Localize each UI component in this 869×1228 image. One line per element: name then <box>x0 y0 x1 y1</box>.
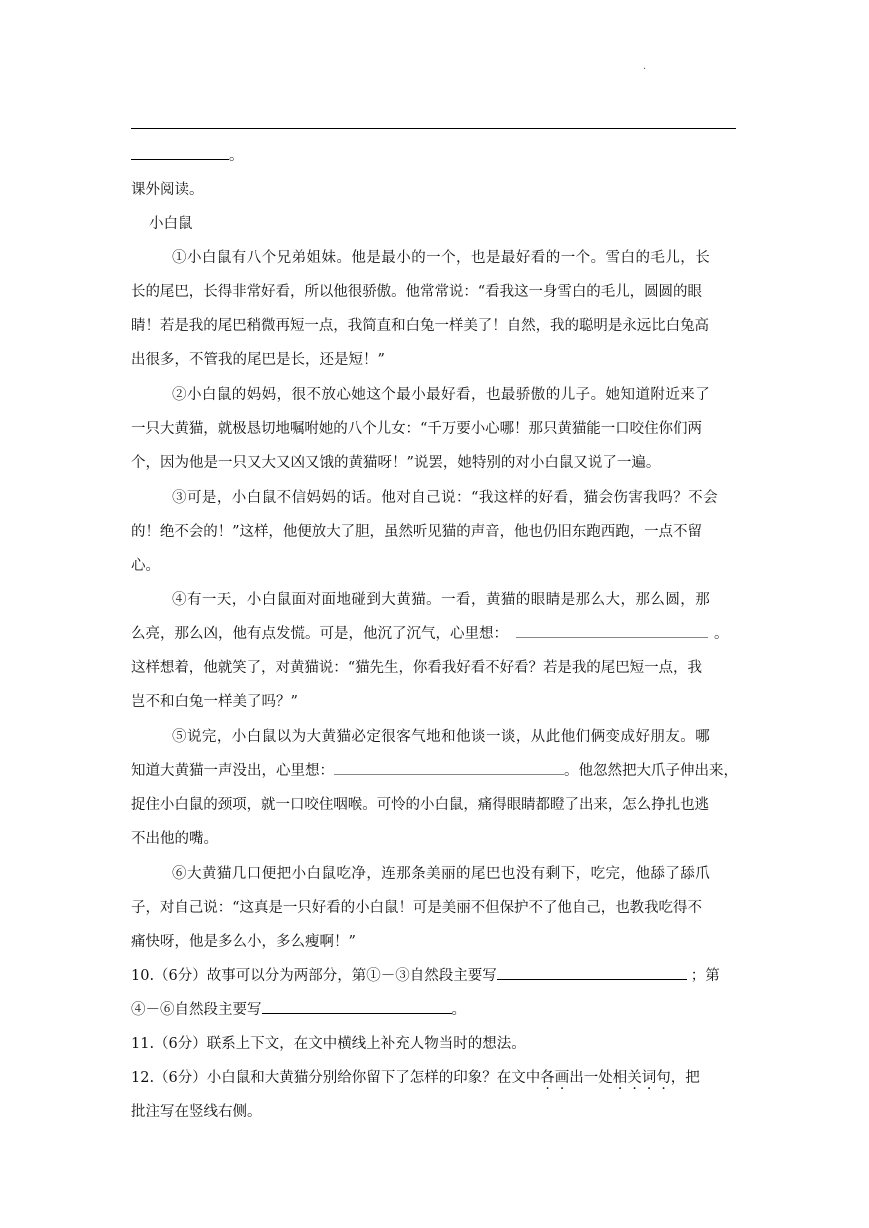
emphasis-dot-char: 词 <box>641 1070 657 1086</box>
paragraph-1-line: ①小白鼠有八个兄弟姐妹。他是最小的一个，也是最好看的一个。雪白的毛儿，长 <box>172 250 711 266</box>
cat-thought-blank-cat[interactable] <box>334 761 564 775</box>
paragraph-3-line: 心。 <box>131 558 160 574</box>
paragraph-2-line: ②小白鼠的妈妈，很不放心她这个最小最好看，也最骄傲的儿子。她知道附近来了 <box>172 387 711 403</box>
question-12: 12.（6分）小白鼠和大黄猫分别给你留下了怎样的印象？在文中各画出一处相关词句，把 <box>131 1070 700 1086</box>
question-10-blank-2[interactable] <box>262 1000 452 1014</box>
paragraph-4-line: ④有一天，小白鼠面对面地碰到大黄猫。一看，黄猫的眼睛是那么大，那么圆，那 <box>172 592 711 608</box>
paragraph-5-line: 不出他的嘴。 <box>131 831 218 847</box>
question-10: 10.（6分）故事可以分为两部分，第①－③自然段主要写 ；第 <box>131 968 720 984</box>
emphasized-phrase: 各画出一处相关词句 <box>540 1070 671 1086</box>
answer-line-end: 。 <box>131 146 244 166</box>
emphasis-dot-char: 相 <box>612 1070 628 1086</box>
question-12-cont: 批注写在竖线右侧。 <box>131 1104 262 1120</box>
cat-thought-blank-mouse[interactable] <box>516 624 708 638</box>
paragraph-1-line: 长的尾巴，长得非常好看，所以他很骄傲。他常常说：“看我这一身雪白的毛儿，圆圆的眼 <box>131 284 702 300</box>
section-title: 课外阅读。 <box>131 182 204 198</box>
answer-blank[interactable] <box>131 146 229 160</box>
question-10-cont: ④－⑥自然段主要写 。 <box>131 1002 466 1018</box>
question-10-blank-1[interactable] <box>497 966 687 980</box>
paragraph-3-line: ③可是，小白鼠不信妈妈的话。他对自己说：“我这样的好看，猫会伤害我吗？不会 <box>172 490 719 506</box>
paragraph-1-line: 出很多，不管我的尾巴是长，还是短！” <box>131 352 385 368</box>
header-mark: · <box>643 64 647 75</box>
emphasis-dot-char: 关 <box>627 1070 642 1086</box>
paragraph-2-line: 一只大黄猫，就极恳切地嘱咐她的八个儿女：“千万要小心哪！那只黄猫能一口咬住你们两 <box>131 421 702 437</box>
paragraph-1-line: 睛！若是我的尾巴稍微再短一点，我简直和白兔一样美了！自然，我的聪明是永远比白兔高 <box>131 318 709 334</box>
emphasis-dot-char: 画 <box>554 1070 570 1086</box>
paragraph-6-line: 子，对自己说：“这真是一只好看的小白鼠！可是美丽不但保护不了他自己，也教我吃得不 <box>131 900 702 916</box>
paragraph-4-line: 岂不和白兔一样美了吗？” <box>131 694 298 710</box>
paragraph-6-line: ⑥大黄猫几口便把小白鼠吃净，连那条美丽的尾巴也没有剩下，吃完，他舔了舔爪 <box>172 866 711 882</box>
paragraph-3-line: 的！绝不会的！”这样，他便放大了胆，虽然听见猫的声音，他也仍旧东跑西跑，一点不留 <box>131 524 702 540</box>
paragraph-5-line: ⑤说完，小白鼠以为大黄猫必定很客气地和他谈一谈，从此他们俩变成好朋友。哪 <box>172 729 711 745</box>
emphasis-dot-char: 句 <box>656 1070 671 1086</box>
paragraph-5-line: 捉住小白鼠的颈项，就一口咬住咽喉。可怜的小白鼠，痛得眼睛都瞪了出来，怎么挣扎也逃 <box>131 797 709 813</box>
paragraph-6-line: 痛快呀，他是多么小，多么瘦啊！” <box>131 934 356 950</box>
paragraph-5-line: 知道大黄猫一声没出，心里想： 。他忽然把大爪子伸出来， <box>131 763 738 779</box>
answer-line <box>131 128 736 129</box>
emphasis-dot-char: 各 <box>540 1070 555 1086</box>
paragraph-4-line: 么亮，那么凶，他有点发慌。可是，他沉了沉气，心里想： 。 <box>131 626 729 642</box>
paragraph-4-line: 这样想着，他就笑了，对黄猫说：“猫先生，你看我好看不好看？若是我的尾巴短一点，我 <box>131 660 702 676</box>
paragraph-2-line: 个，因为他是一只又大又凶又饿的黄猫呀！”说罢，她特别的对小白鼠又说了一遍。 <box>131 455 661 471</box>
story-title: 小白鼠 <box>149 216 193 232</box>
question-11: 11.（6分）联系上下文，在文中横线上补充人物当时的想法。 <box>131 1036 526 1052</box>
